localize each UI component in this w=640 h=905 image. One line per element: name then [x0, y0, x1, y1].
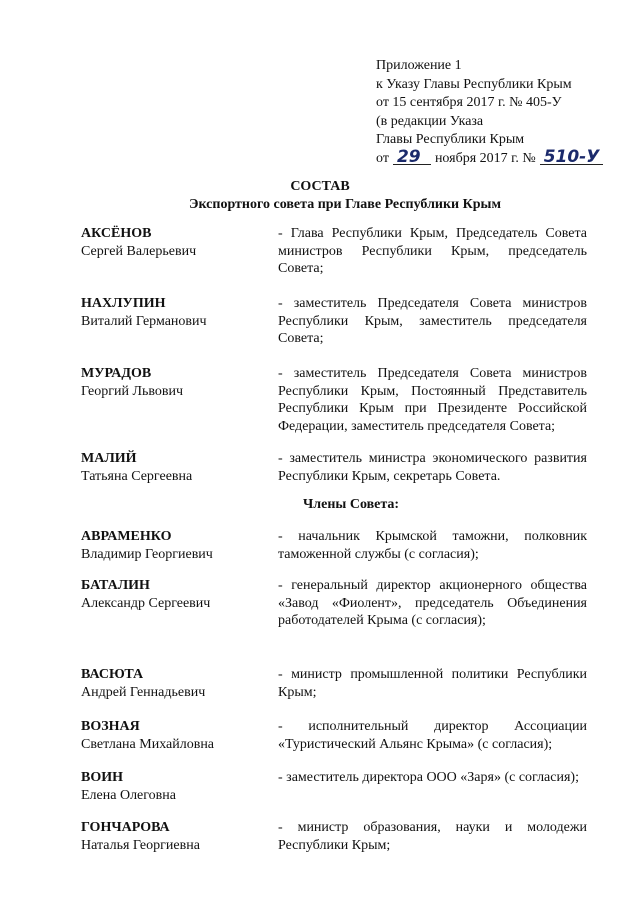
person-given-name: Елена Олеговна — [81, 787, 176, 803]
title-line-1: СОСТАВ — [290, 179, 350, 194]
person-given-name: Владимир Георгиевич — [81, 546, 213, 562]
person-given-name: Александр Сергеевич — [81, 595, 211, 611]
person-surname: АКСЁНОВ — [81, 226, 152, 241]
person-surname: АВРАМЕНКО — [81, 529, 172, 544]
person-role: - министр промышленной политики Республики Крым; — [278, 667, 587, 700]
appendix-line-1: Приложение 1 — [376, 58, 462, 73]
person-name — [81, 528, 261, 563]
appendix-line-4: (в редакции Указа — [376, 113, 484, 129]
person-given-name: Виталий Германович — [81, 313, 207, 329]
handwritten-day: 29 — [393, 150, 431, 165]
person-given-name: Наталья Георгиевна — [81, 837, 200, 853]
person-surname: МУРАДОВ — [81, 366, 152, 381]
appendix-line-3: от 15 сентября 2017 г. № 405-У — [376, 95, 562, 110]
person-role: - заместитель Председателя Совета министров Республики Крым, заместитель председателя Совета; — [278, 296, 587, 347]
person-name — [81, 819, 261, 854]
person-role: - заместитель министра экономического развития Республики Крым, секретарь Совета. — [278, 451, 587, 484]
appendix-date-middle: ноября 2017 г. № — [434, 150, 536, 166]
title-line-2: Экспортного совета при Главе Республики Крым — [188, 197, 502, 212]
person-given-name: Светлана Михайловна — [81, 736, 215, 752]
person-name — [81, 577, 261, 612]
person-given-name: Сергей Валерьевич — [81, 243, 197, 259]
appendix-date-prefix: от — [376, 150, 389, 166]
person-role: - генеральный директор акционерного общества «Завод «Фиолент», председатель Объединения работодателей Крыма (с согласия); — [278, 578, 587, 629]
appendix-line-2: к Указу Главы Республики Крым — [376, 76, 572, 92]
person-surname: ВОИН — [81, 770, 124, 785]
person-given-name: Георгий Львович — [81, 383, 184, 399]
person-surname: БАТАЛИН — [81, 578, 150, 593]
person-name — [81, 769, 261, 804]
person-role: - заместитель Председателя Совета министров Республики Крым, Постоянный Представитель Республики Крым при Президенте Российской Федерации, заместитель председателя Совета; — [278, 366, 587, 435]
document-title — [0, 178, 640, 214]
person-given-name: Андрей Геннадьевич — [81, 684, 206, 700]
person-name — [81, 450, 261, 485]
members-heading: Члены Совета: — [303, 497, 400, 512]
person-surname: НАХЛУПИН — [81, 296, 166, 311]
person-surname: ВАСЮТА — [81, 667, 144, 682]
appendix-header — [376, 57, 603, 168]
person-name — [81, 718, 261, 753]
person-role: - заместитель директора ООО «Заря» (с согласия); — [278, 770, 579, 785]
person-role: - исполнительный директор Ассоциации «Туристический Альянс Крыма» (с согласия); — [278, 719, 587, 752]
person-name — [81, 365, 261, 400]
person-name — [81, 225, 261, 260]
person-surname: ГОНЧАРОВА — [81, 820, 170, 835]
person-name — [81, 666, 261, 701]
person-role: - начальник Крымской таможни, полковник таможенной службы (с согласия); — [278, 529, 587, 562]
handwritten-decree-number: 510-У — [540, 150, 604, 165]
appendix-line-6 — [376, 146, 603, 169]
person-surname: ВОЗНАЯ — [81, 719, 140, 734]
person-role: - министр образования, науки и молодежи Республики Крым; — [278, 820, 587, 853]
person-given-name: Татьяна Сергеевна — [81, 468, 193, 484]
person-role: - Глава Республики Крым, Председатель Совета министров Республики Крым, председатель Совета; — [278, 226, 587, 277]
person-name — [81, 295, 261, 330]
person-surname: МАЛИЙ — [81, 451, 137, 466]
appendix-line-5: Главы Республики Крым — [376, 132, 525, 147]
